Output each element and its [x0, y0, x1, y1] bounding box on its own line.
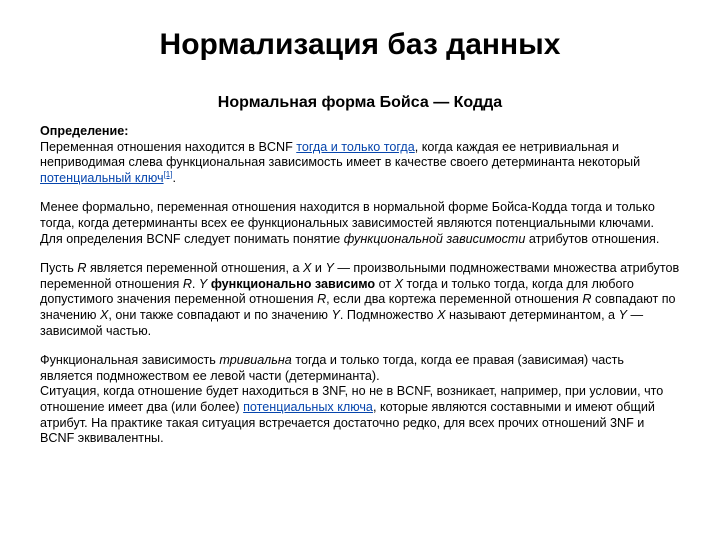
candidate-keys-link[interactable]: потенциальных ключа [243, 399, 373, 414]
footnote-ref[interactable]: [1] [163, 169, 173, 179]
definition-label: Определение: [40, 124, 129, 138]
page-title: Нормализация баз данных [159, 28, 561, 61]
informal-paragraph: Менее формально, переменная отношения находится в нормальной форме Бойса-Кодда тогда и только тогда, когда детерминанты всех ее функциональных зависимостей являются потенциальными ключами. [40, 200, 655, 230]
iff-link[interactable]: тогда и только тогда [296, 139, 415, 154]
trivial-dependency-paragraph: Функциональная зависимость тривиальна тогда и только тогда, когда ее правая (зависимая) часть является подмножеством ее левой части (детерминанта). [40, 353, 624, 383]
article-body [40, 124, 680, 447]
section-subtitle: Нормальная форма Бойса — Кодда [217, 94, 503, 111]
candidate-key-link[interactable]: потенциальный ключ [40, 170, 164, 185]
definition-paragraph: Переменная отношения находится в BCNF тогда и только тогда, когда каждая ее нетривиальная и неприводимая слева функциональная зависимость имеет в качестве своего детерминанта некоторый потенциальный ключ[1]. [40, 139, 641, 185]
situation-paragraph: Ситуация, когда отношение будет находиться в 3NF, но не в BCNF, возникает, например, при условии, что отношение имеет два (или более) потенциальных ключа, которые являются составными и имеют общий атрибут. На практике такая ситуация встречается достаточно редко, для всех прочих отношений 3NF и BCNF эквивалентны. [40, 384, 664, 446]
fd-concept-paragraph: Для определения BCNF следует понимать понятие функциональной зависимости атрибутов отношения. [40, 231, 660, 246]
functional-dependency-paragraph: Пусть R является переменной отношения, а X и Y — произвольными подмножествами множества атрибутов переменной отношения R. Y функционально зависимо от X тогда и только тогда, когда для любого допустимого значения переменной отношения R, если два кортежа переменной отношения R совпадают по значению X, они также совпадают и по значению Y. Подмножество X называют детерминантом, а Y — зависимой частью. [40, 261, 680, 338]
